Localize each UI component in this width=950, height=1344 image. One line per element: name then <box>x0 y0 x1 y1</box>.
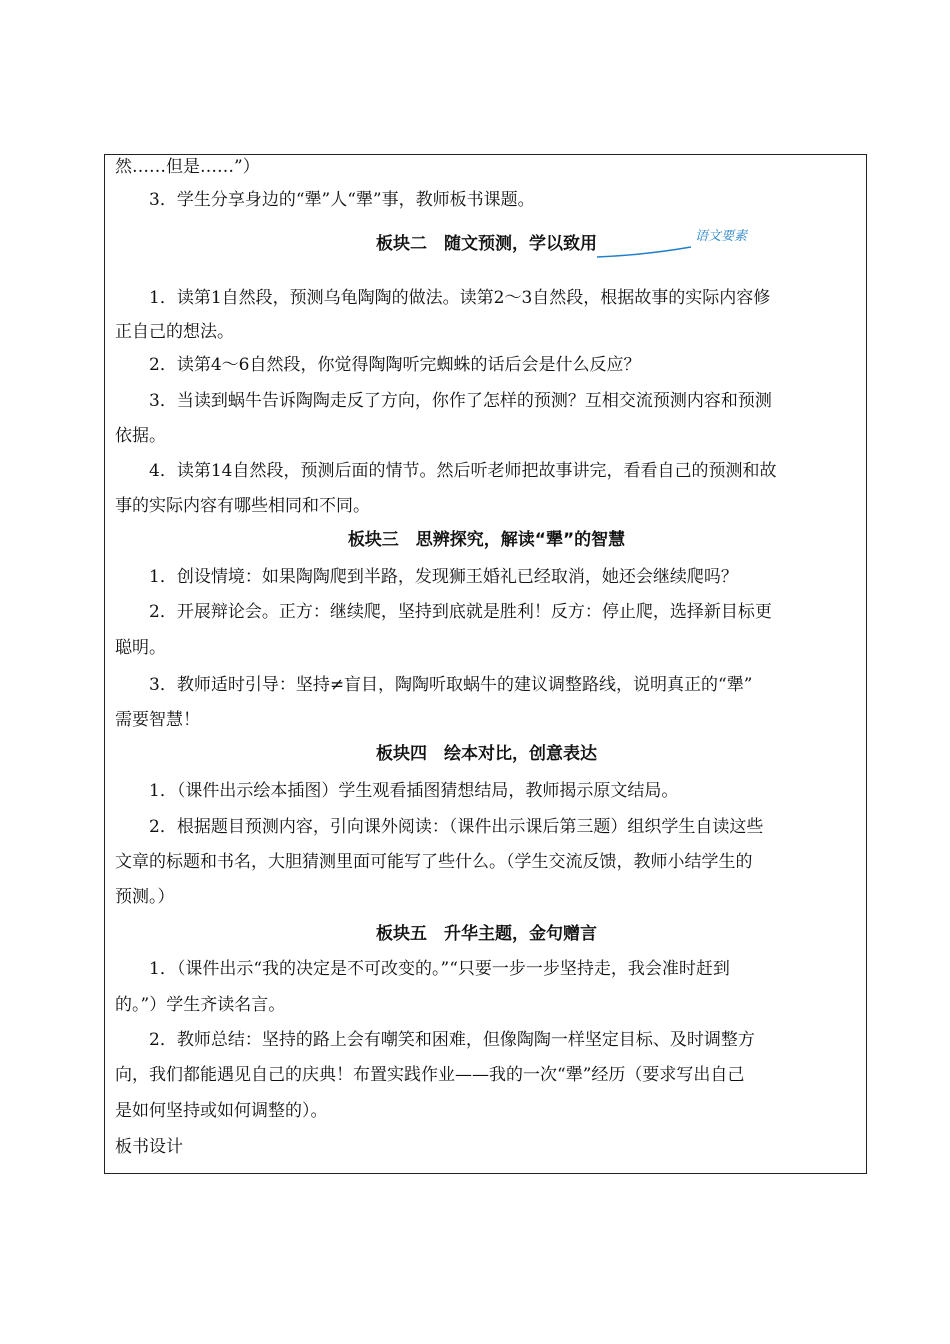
text-line: 2．开展辩论会。正方：继续爬，坚持到底就是胜利！反方：停止爬，选择新目标更 <box>149 602 772 622</box>
text-line: 1．（课件出示“我的决定是不可改变的。”“只要一步一步坚持走，我会准时赶到 <box>149 959 730 979</box>
text-line: 依据。 <box>115 426 166 446</box>
text-line: 3．教师适时引导：坚持≠盲目，陶陶听取蜗牛的建议调整路线，说明真正的“犟” <box>149 675 753 695</box>
text-line: 聪明。 <box>115 638 166 658</box>
text-line: 正自己的想法。 <box>115 322 234 342</box>
lesson-plan-frame <box>104 154 867 1174</box>
annotation-tag: 语文要素 <box>695 229 748 244</box>
text-line: 2．读第4～6自然段，你觉得陶陶听完蜘蛛的话后会是什么反应？ <box>149 355 641 375</box>
text-line: 文章的标题和书名，大胆猜测里面可能写了些什么。（学生交流反馈，教师小结学生的 <box>115 852 753 872</box>
text-line: 4．读第14自然段，预测后面的情节。然后听老师把故事讲完，看看自己的预测和故 <box>149 461 777 481</box>
section-heading: 板块三 思辨探究，解读“犟”的智慧 <box>347 530 626 550</box>
text-line: 1．（课件出示绘本插图）学生观看插图猜想结局，教师揭示原文结局。 <box>149 781 679 801</box>
section-heading: 板块四 绘本对比，创意表达 <box>376 744 597 764</box>
annotation-arrow-icon <box>595 245 695 261</box>
text-line: 预测。） <box>115 887 175 907</box>
text-line: 1．创设情境：如果陶陶爬到半路，发现狮王婚礼已经取消，她还会继续爬吗？ <box>149 567 738 587</box>
text-line: 事的实际内容有哪些相同和不同。 <box>115 496 370 516</box>
text-line: 是如何坚持或如何调整的）。 <box>115 1101 328 1121</box>
text-line: 然……但是……”） <box>115 157 260 177</box>
text-line: 需要智慧！ <box>115 710 200 730</box>
text-line: 3．学生分享身边的“犟”人“犟”事，教师板书课题。 <box>149 190 535 210</box>
text-line: 板书设计 <box>115 1137 183 1157</box>
section-heading: 板块五 升华主题，金句赠言 <box>376 924 597 944</box>
text-line: 1．读第1自然段，预测乌龟陶陶的做法。读第2～3自然段，根据故事的实际内容修 <box>149 288 771 308</box>
text-line: 的。”）学生齐读名言。 <box>115 995 286 1015</box>
section-heading: 板块二 随文预测，学以致用 <box>376 234 597 254</box>
text-line: 2．根据题目预测内容，引向课外阅读：（课件出示课后第三题）组织学生自读这些 <box>149 817 764 837</box>
text-line: 3．当读到蜗牛告诉陶陶走反了方向，你作了怎样的预测？互相交流预测内容和预测 <box>149 391 772 411</box>
text-line: 2．教师总结：坚持的路上会有嘲笑和困难，但像陶陶一样坚定目标、及时调整方 <box>149 1030 755 1050</box>
text-line: 向，我们都能遇见自己的庆典！布置实践作业——我的一次“犟”经历（要求写出自己 <box>115 1065 745 1085</box>
